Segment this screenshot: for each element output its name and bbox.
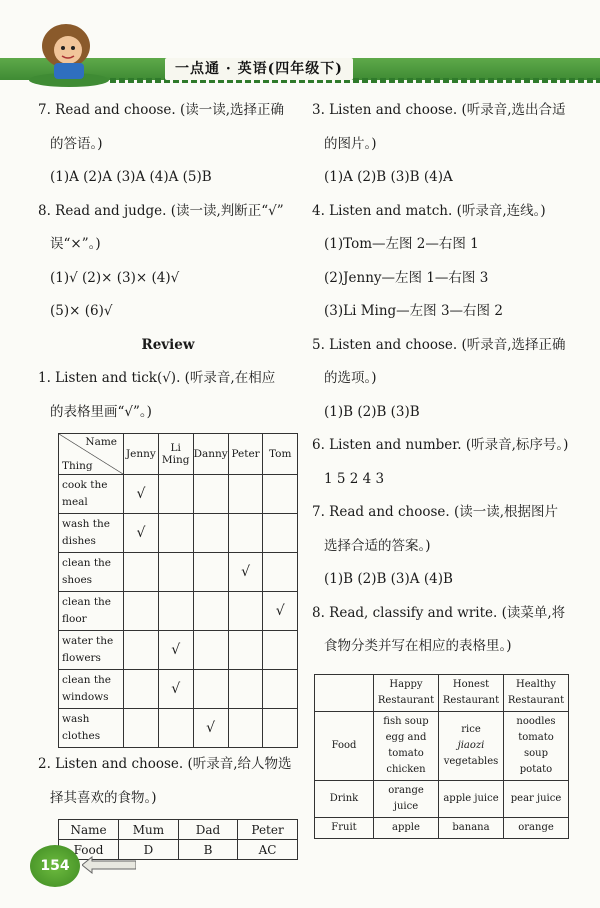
- menu-row-label: Drink: [315, 780, 374, 817]
- menu-cell: [439, 711, 504, 780]
- food-header-cell: Dad: [178, 820, 237, 840]
- r1-instruction-cont: 的表格里画“√”。): [50, 403, 152, 420]
- menu-item: chicken: [386, 763, 426, 775]
- table-row: [315, 817, 569, 838]
- tick-cell: [228, 631, 263, 670]
- menu-item: tomato soup: [518, 731, 554, 759]
- q5-answers: (1)B (2)B (3)B: [324, 403, 420, 420]
- menu-cell: apple juice: [439, 780, 504, 817]
- menu-cell: apple: [374, 817, 439, 838]
- menu-item: noodles: [516, 715, 556, 727]
- table-row: [315, 780, 569, 817]
- q8r-instruction: 8. Read, classify and write. (读菜单,将: [312, 604, 566, 621]
- table-row: [59, 631, 298, 670]
- q8r-instruction-cont: 食物分类并写在相应的表格里。): [324, 638, 512, 654]
- menu-item: jiaozi: [457, 739, 485, 751]
- tick-cell: √: [158, 631, 193, 670]
- q7r-instruction: 7. Read and choose. (读一读,根据图片: [312, 504, 559, 520]
- thing-cell: clean the shoes: [59, 553, 124, 592]
- menu-cell: [374, 711, 439, 780]
- food-header-cell: Name: [59, 820, 119, 840]
- tick-cell: √: [193, 709, 228, 748]
- review-title: Review: [141, 336, 195, 353]
- thing-label: Thing: [62, 460, 93, 472]
- tick-cell: [158, 475, 193, 514]
- tick-cell: [263, 670, 298, 709]
- arrow-left-icon: [82, 856, 136, 874]
- q6-answers: 1 5 2 4 3: [324, 470, 385, 487]
- thing-cell: wash clothes: [59, 709, 124, 748]
- tick-cell: [263, 514, 298, 553]
- q8-instruction: 8. Read and judge. (读一读,判断正“√”: [38, 202, 284, 219]
- q7r-answers: (1)B (2)B (3)A (4)B: [324, 571, 453, 587]
- page-number-badge: [30, 845, 80, 887]
- tick-cell: [228, 475, 263, 514]
- food-table-header: [59, 820, 298, 840]
- food-cell: D: [119, 840, 179, 860]
- tick-cell: [158, 514, 193, 553]
- menu-item: vegetables: [443, 755, 499, 767]
- q7r-instruction-cont: 选择合适的答案。): [324, 537, 431, 554]
- food-header-cell: Mum: [119, 820, 179, 840]
- q8-answers-2: (5)× (6)√: [50, 303, 113, 319]
- tick-cell: [124, 553, 159, 592]
- menu-cell: pear juice: [504, 780, 569, 817]
- name-label: Name: [85, 436, 117, 448]
- q3-instruction: 3. Listen and choose. (听录音,选出合适: [312, 102, 566, 118]
- thing-cell: clean the floor: [59, 592, 124, 631]
- q8-answers-1: (1)√ (2)× (3)× (4)√: [50, 269, 180, 286]
- tick-cell: [263, 709, 298, 748]
- thing-cell: water the flowers: [59, 631, 124, 670]
- food-cell: Food: [59, 840, 119, 860]
- tick-cell: [124, 592, 159, 631]
- menu-table-header: [315, 674, 569, 711]
- menu-item: potato: [519, 763, 553, 775]
- menu-header-healthy: Healthy Restaurant: [504, 674, 569, 711]
- q5-instruction: 5. Listen and choose. (听录音,选择正确: [312, 336, 566, 353]
- q8-instruction-cont: 误“×”。): [50, 236, 101, 252]
- menu-table: [314, 674, 569, 839]
- r2-instruction-cont: 择其喜欢的食物。): [50, 789, 157, 806]
- tick-cell: [124, 670, 159, 709]
- thing-cell: wash the dishes: [59, 514, 124, 553]
- tick-table-corner: [59, 434, 124, 475]
- q4-instruction: 4. Listen and match. (听录音,连线。): [312, 202, 546, 219]
- q4-answer-3: (3)Li Ming—左图 3—右图 2: [324, 303, 503, 319]
- name-peter: Peter: [228, 434, 263, 475]
- table-row: [59, 709, 298, 748]
- menu-cell: orange: [504, 817, 569, 838]
- name-li-ming: Li Ming: [158, 434, 193, 475]
- tick-cell: [193, 670, 228, 709]
- tick-table-header: [59, 434, 298, 475]
- menu-cell: [504, 711, 569, 780]
- menu-header-honest: Honest Restaurant: [439, 674, 504, 711]
- tick-cell: [263, 553, 298, 592]
- food-cell: AC: [238, 840, 298, 860]
- header-title: 一点通 · 英语(四年级下): [165, 58, 353, 80]
- tick-cell: [228, 514, 263, 553]
- table-row: [59, 553, 298, 592]
- tick-cell: [228, 709, 263, 748]
- menu-item: fish soup: [383, 715, 429, 727]
- tick-cell: [193, 553, 228, 592]
- food-header-cell: Peter: [238, 820, 298, 840]
- menu-cell: banana: [439, 817, 504, 838]
- table-row: [59, 475, 298, 514]
- name-tom: Tom: [263, 434, 298, 475]
- thing-cell: clean the windows: [59, 670, 124, 709]
- tick-cell: [228, 592, 263, 631]
- q3-instruction-cont: 的图片。): [324, 135, 377, 152]
- tick-cell: [158, 553, 193, 592]
- menu-header-happy: Happy Restaurant: [374, 674, 439, 711]
- right-column: [312, 94, 590, 839]
- tick-cell: √: [124, 475, 159, 514]
- mascot-image: [24, 18, 114, 88]
- tick-cell: √: [263, 592, 298, 631]
- q5-instruction-cont: 的选项。): [324, 370, 377, 386]
- tick-cell: [124, 631, 159, 670]
- menu-item: rice: [461, 723, 481, 735]
- tick-cell: √: [158, 670, 193, 709]
- r2-instruction: 2. Listen and choose. (听录音,给人物选: [38, 756, 292, 772]
- menu-corner-cell: [315, 674, 374, 711]
- tick-cell: [263, 475, 298, 514]
- menu-item: egg and tomato: [385, 731, 427, 759]
- q7-instruction: 7. Read and choose. (读一读,选择正确: [38, 102, 285, 118]
- tick-table: [58, 433, 298, 748]
- q7-instruction-cont: 的答语。): [50, 135, 103, 152]
- menu-cell: orange juice: [374, 780, 439, 817]
- q3-answers: (1)A (2)B (3)B (4)A: [324, 169, 453, 185]
- table-row: [59, 592, 298, 631]
- tick-cell: √: [228, 553, 263, 592]
- name-danny: Danny: [193, 434, 228, 475]
- q4-answer-1: (1)Tom—左图 2—右图 1: [324, 236, 479, 252]
- menu-row-label: Food: [315, 711, 374, 780]
- table-row: [59, 670, 298, 709]
- tick-cell: [193, 475, 228, 514]
- page-number: 154: [40, 858, 70, 874]
- tick-cell: [193, 631, 228, 670]
- tick-cell: [124, 709, 159, 748]
- page-header: [0, 0, 600, 100]
- table-row: [59, 514, 298, 553]
- table-row: [315, 711, 569, 780]
- tick-cell: [158, 709, 193, 748]
- name-jenny: Jenny: [124, 434, 159, 475]
- tick-cell: [263, 631, 298, 670]
- q7-answers: (1)A (2)A (3)A (4)A (5)B: [50, 169, 212, 185]
- q4-answer-2: (2)Jenny—左图 1—右图 3: [324, 269, 489, 286]
- tick-cell: [193, 592, 228, 631]
- menu-row-label: Fruit: [315, 817, 374, 838]
- thing-cell: cook the meal: [59, 475, 124, 514]
- food-table: [58, 819, 298, 860]
- q6-instruction: 6. Listen and number. (听录音,标序号。): [312, 437, 569, 453]
- tick-cell: [228, 670, 263, 709]
- tick-cell: √: [124, 514, 159, 553]
- left-column: [38, 94, 298, 860]
- tick-cell: [193, 514, 228, 553]
- r1-instruction: 1. Listen and tick(√). (听录音,在相应: [38, 370, 276, 386]
- tick-cell: [158, 592, 193, 631]
- food-cell: B: [178, 840, 237, 860]
